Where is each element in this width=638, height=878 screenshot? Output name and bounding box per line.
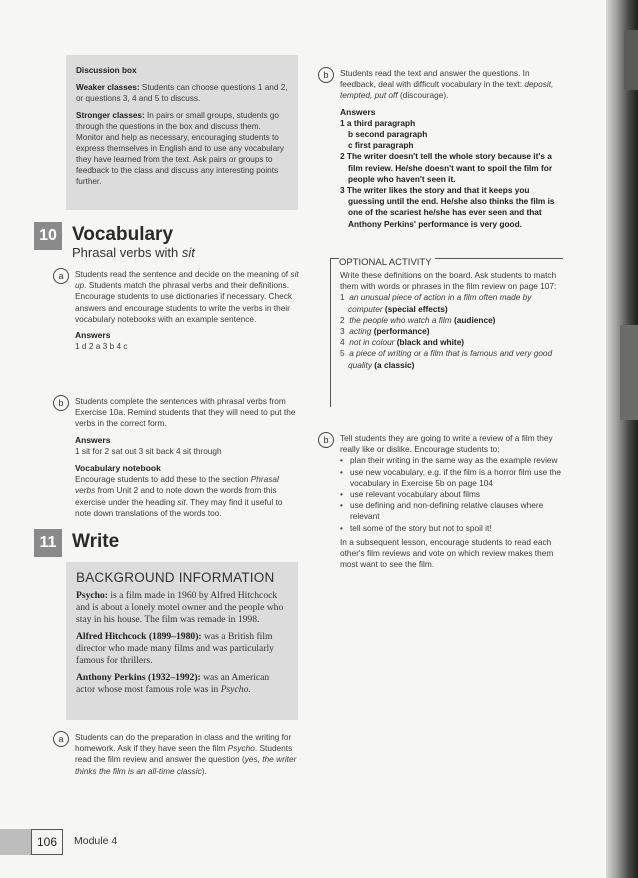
exercise-label-a: a <box>53 731 69 747</box>
optional-item: 4 not in colour (black and white) <box>340 337 465 348</box>
background-information-box <box>66 562 298 720</box>
answers-10a: 1 d 2 a 3 b 4 c <box>75 341 128 352</box>
background-perkins: Anthony Perkins (1932–1992): was an American actor whose most famous role was in Psycho. <box>76 672 270 695</box>
answer-2: 2 The writer doesn't tell the whole story because it's a film review. He/she doesn't want to spoil the film for people who haven't seen it. <box>340 151 553 184</box>
exercise-10b-text: Students complete the sentences with phrasal verbs from Exercise 10a. Remind students that they will need to put the verbs in the correct form. Answers 1 sit for 2 sat out 3 sit back 4 sit through Vocabulary notebook Encourage students to add these to the section Phrasal verbs from Unit 2 and to note down the words from this exercise under the heading sit. They may find it useful to note down translations of the words too. <box>75 396 300 519</box>
exercise-10a-text: Students read the sentence and decide on the meaning of sit up. Students match the phrasal verbs and their definitions. Encourage students to use dictionaries if necessary. Check answers and encourage students to write the verbs in their vocabulary notebooks with an example sentence. Answers 1 d 2 a 3 b 4 c <box>75 269 299 352</box>
section-title-write: Write <box>72 531 120 552</box>
exercise-label-b: b <box>53 395 69 411</box>
optional-activity-text: Write these definitions on the board. Ask students to match them with words or phrases in the film review on page 107: 1 an unusual piece of action in a film often made by computer (special effects) 2 the people who watch a film (audience) 3 acting (performance) 4 not in colour (black and white) 5 a piece of writing or a film that is famous and very good quality (a classic) <box>340 270 562 371</box>
section-title-vocabulary: Vocabulary <box>72 224 174 245</box>
optional-activity-title: OPTIONAL ACTIVITY <box>339 257 435 268</box>
writing-tips-list <box>340 455 562 533</box>
list-item: • tell some of the story but not to spoil it! <box>340 523 562 534</box>
notebook-text: Encourage students to add these to the section Phrasal verbs from Unit 2 and to note down the words from this exercise under the heading sit. They may find it useful to note down translations of the words too. <box>75 474 283 518</box>
list-item: • use defining and non-defining relative clauses where relevant <box>340 500 562 522</box>
answer-1a: 1 a third paragraph <box>340 117 416 128</box>
weaker-text: Students can choose questions 1 and 2, or questions 3, 4 and 5 to discuss. <box>76 83 288 103</box>
list-item: • use new vocabulary, e.g. if the film is a horror film use the vocabulary in Exercise 5b on page 104 <box>340 467 562 489</box>
exercise-label-b: b <box>318 432 334 448</box>
background-psycho: Psycho: is a film made in 1960 by Alfred Hitchcock and is about a lonely motel owner and the people who stay in his house. The film was remade in 1998. <box>76 590 284 625</box>
optional-item: 2 the people who watch a film (audience) <box>340 314 496 325</box>
answers-heading: Answers <box>75 330 111 341</box>
exercise-11c-text: Tell students they are going to write a review of a film they really like or dislike. Encourage students to: • plan their writing in the same way as the example review • use new vocabulary, e.g. if the film is a horror film use the vocabulary in Exercise 5b on page 104 • use relevant vocabulary about films • use defining and non-defining relative clauses where relevant • tell some of the story but not to spoil it! In a subsequent lesson, encourage students to read each other's film reviews and vote on which review makes them most want to see the film. <box>340 433 562 570</box>
monitor-text: Monitor and help as necessary, encouraging students to express themselves in English and to use any vocabulary they have learned from the text. Ask pairs or groups to feedback to the class and discuss any interesting points further. <box>76 133 284 186</box>
exercise-11a-text: Students can do the preparation in class and the writing for homework. Ask if they have seen the film Psycho. Students read the film review and answer the question (yes, the writer thinks the film is an all-time classic). <box>75 732 297 776</box>
stronger-text: In pairs or small groups, students go through the questions in the box and discuss them. <box>76 111 279 131</box>
answers-heading: Answers <box>75 434 111 445</box>
section-number-11: 11 <box>34 529 62 557</box>
weaker-label: Weaker classes: <box>76 83 140 92</box>
answer-3: 3 The writer likes the story and that it keeps you guessing until the end. He/she also thinks the film is one of the scariest he/she has ever seen and that Anthony Perkins' performance is very good. <box>340 185 555 229</box>
exercise-label-a: a <box>53 268 69 284</box>
optional-item: 1 an unusual piece of action in a film often made by computer (special effects) <box>340 292 532 314</box>
answer-1b: b second paragraph <box>348 129 428 140</box>
section-number-10: 10 <box>34 222 62 250</box>
section-subtitle: Phrasal verbs with sit <box>72 245 195 260</box>
page-binding-shadow <box>606 0 638 878</box>
list-item: • plan their writing in the same way as the example review <box>340 455 562 466</box>
background-hitchcock: Alfred Hitchcock (1899–1980): was a British film director who made many films and was particularly famous for thrillers. <box>76 631 274 666</box>
page-number: 106 <box>31 829 63 855</box>
answers-heading: Answers <box>340 106 376 117</box>
stronger-label: Stronger classes: <box>76 111 145 120</box>
discussion-box <box>66 55 298 210</box>
list-item: • use relevant vocabulary about films <box>340 489 562 500</box>
module-label: Module 4 <box>74 835 118 847</box>
page-edge-tab <box>620 325 638 420</box>
page-edge-tab <box>624 30 638 90</box>
optional-item: 3 acting (performance) <box>340 326 430 337</box>
answers-10b: 1 sit for 2 sat out 3 sit back 4 sit through <box>75 445 222 456</box>
discussion-box-title: Discussion box <box>76 66 137 75</box>
optional-item: 5 a piece of writing or a film that is famous and very good quality (a classic) <box>340 348 553 370</box>
notebook-title: Vocabulary notebook <box>75 463 161 474</box>
exercise-label-b: b <box>318 67 334 83</box>
footer-bar <box>0 829 31 855</box>
background-title: BACKGROUND INFORMATION <box>76 570 275 585</box>
answer-1c: c first paragraph <box>348 140 414 151</box>
exercise-11b-text: Students read the text and answer the questions. In feedback, deal with difficult vocabulary in the text: deposit, tempted, put off (discourage). Answers 1 a third paragraph b second paragraph c first paragraph 2 The writer doesn't tell the whole story because it's a film review. He/she doesn't want to spoil the film for people who haven't seen it. 3 The writer likes the story and that it keeps you guessing until the end. He/she also thinks the film is one of the scariest he/she has ever seen and that Anthony Perkins' performance is very good. <box>340 68 562 230</box>
